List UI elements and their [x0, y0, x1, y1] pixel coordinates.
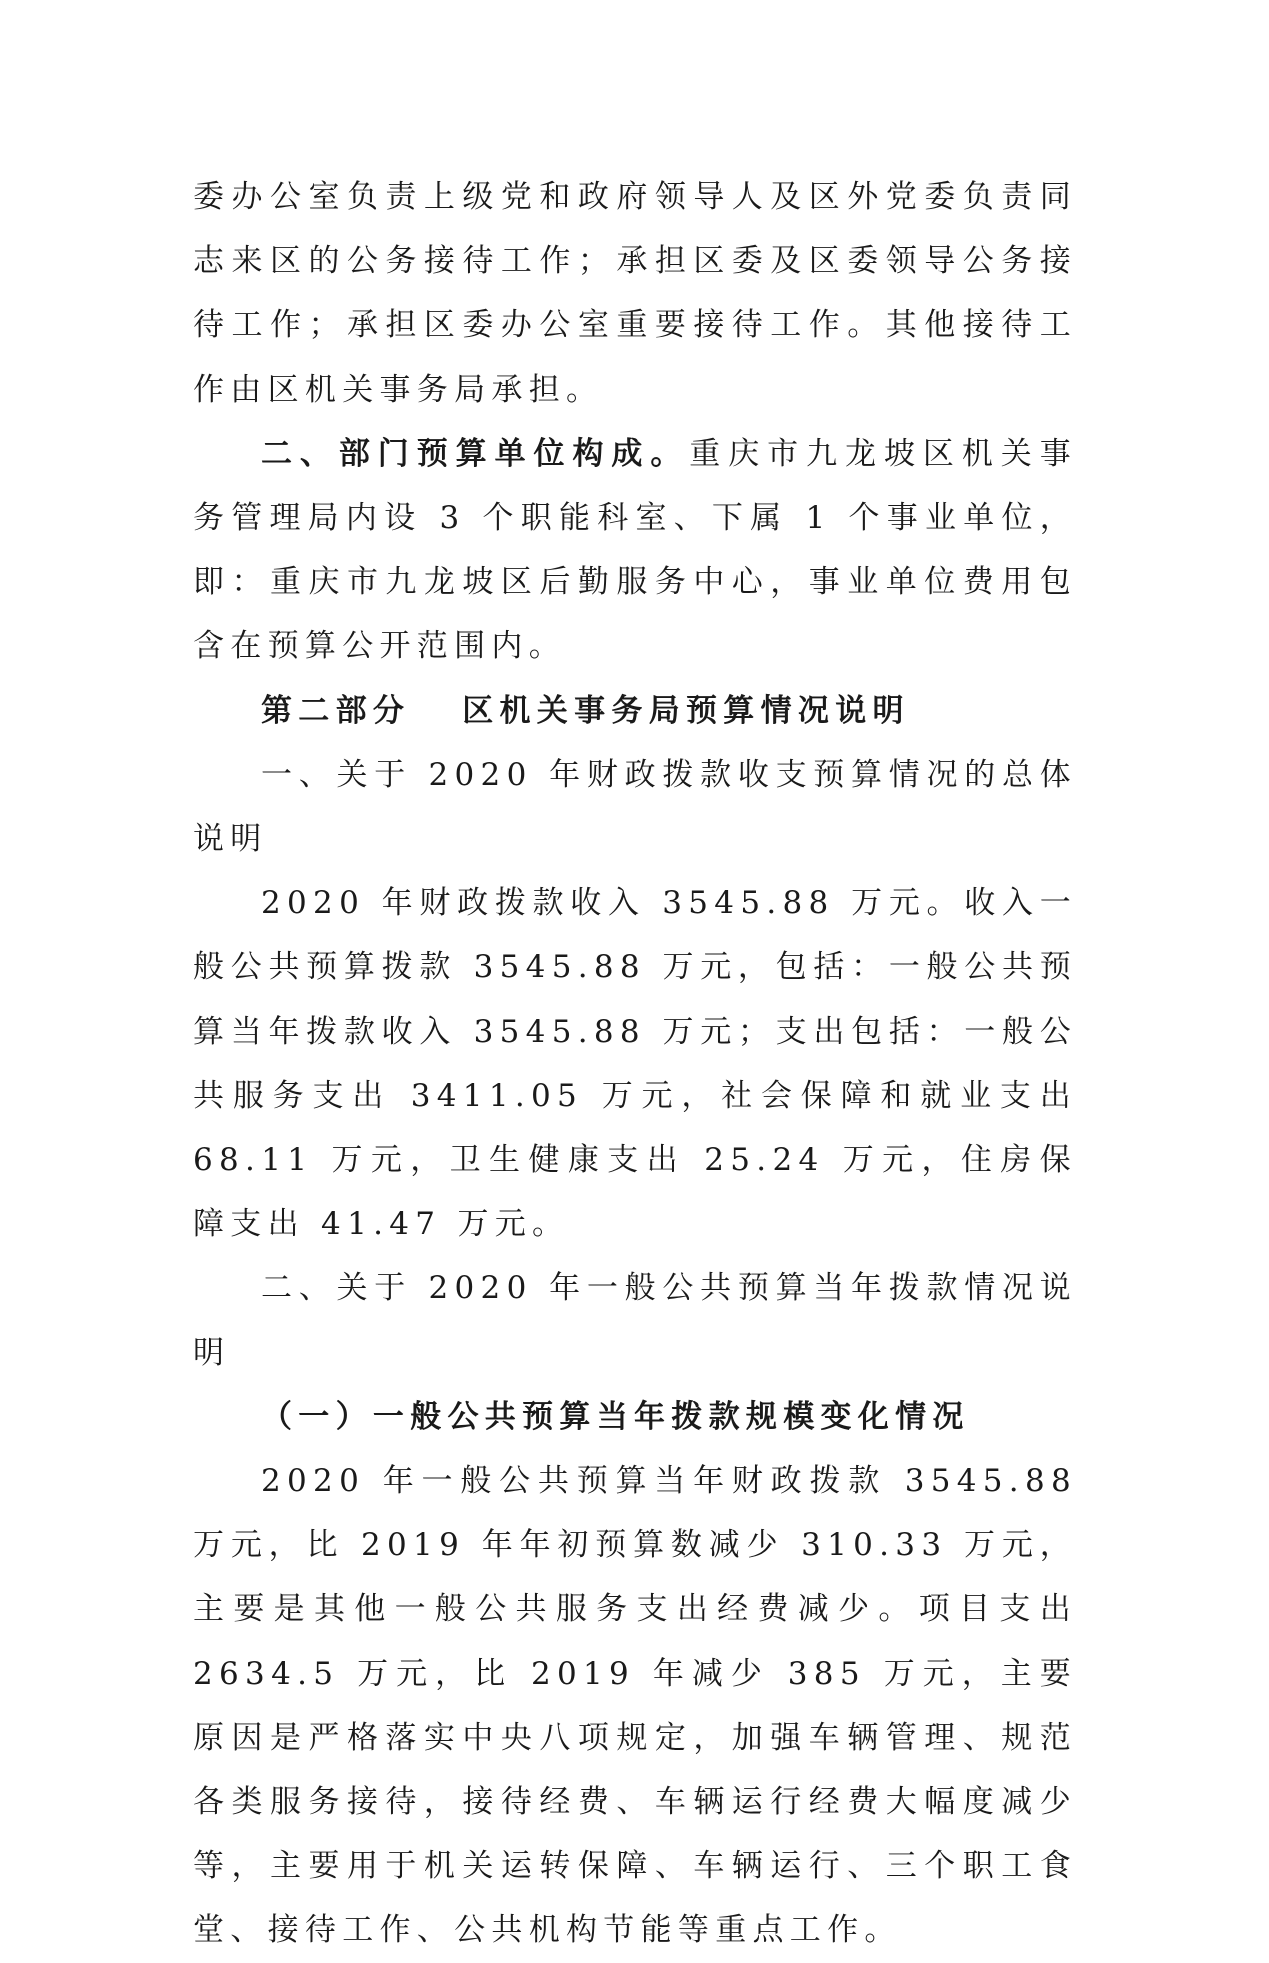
document-body: [193, 165, 1077, 1963]
unit-composition-text: 重庆市九龙坡区机关事务管理局内设 3 个职能科室、下属 1 个事业单位，即：重庆市九龙坡区后勤服务中心，事业单位费用包含在预算公开范围内。: [193, 435, 1077, 665]
heading-overall-budget: 一、关于 2020 年财政拨款收支预算情况的总体说明: [193, 756, 1077, 858]
section-two-lead: 二、部门预算单位构成。: [261, 435, 690, 472]
part-two-label: 第二部分: [261, 692, 411, 729]
heading-scale-change: （一）一般公共预算当年拨款规模变化情况: [261, 1398, 970, 1435]
paragraph-unit-composition: [193, 422, 1077, 679]
paragraph-reception-duties: 委办公室负责上级党和政府领导人及区外党委负责同志来区的公务接待工作；承担区委及区委领导公务接待工作；承担区委办公室重要接待工作。其他接待工作由区机关事务局承担。: [193, 179, 1077, 408]
paragraph-scale-change: 2020 年一般公共预算当年财政拨款 3545.88 万元，比 2019 年年初预算数减少 310.33 万元，主要是其他一般公共服务支出经费减少。项目支出 2634.5 万元，比 2019 年减少 385 万元，主要原因是严格落实中央八项规定，加强车辆管理、规范各类服务接待，接待经费、车辆运行经费大幅度减少等，主要用于机关运转保障、车辆运行、三个职工食堂、接待工作、公共机构节能等重点工作。: [193, 1463, 1077, 1949]
part-two-heading: [193, 679, 1077, 743]
part-two-title: 区机关事务局预算情况说明: [462, 692, 910, 729]
paragraph-revenue-expenditure: 2020 年财政拨款收入 3545.88 万元。收入一般公共预算拨款 3545.88 万元，包括：一般公共预算当年拨款收入 3545.88 万元；支出包括：一般公共服务支出 3411.05 万元，社会保障和就业支出 68.11 万元，卫生健康支出 25.24 万元，住房保障支出 41.47 万元。: [193, 885, 1077, 1243]
heading-general-budget: 二、关于 2020 年一般公共预算当年拨款情况说明: [193, 1270, 1077, 1371]
